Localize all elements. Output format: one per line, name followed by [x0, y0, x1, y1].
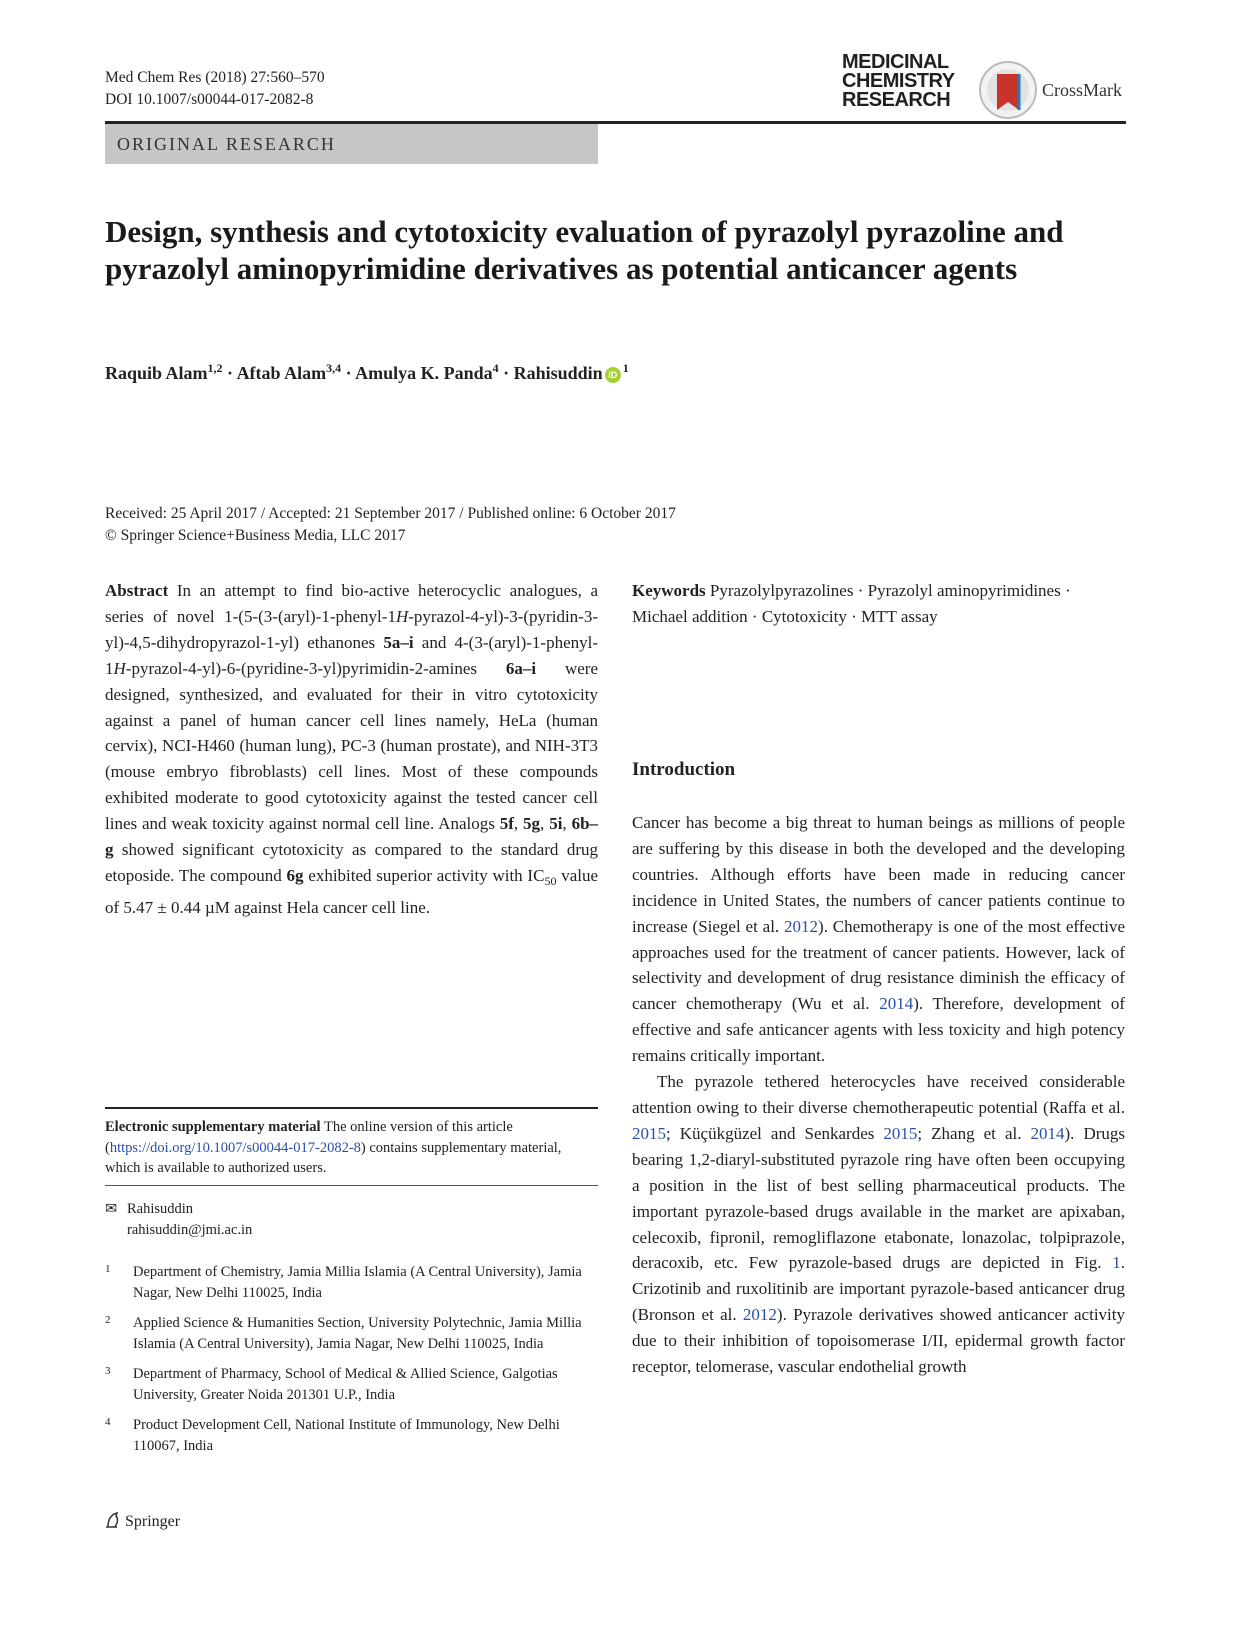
compound-ref: 5g — [523, 814, 541, 834]
doi-line: DOI 10.1007/s00044-017-2082-8 — [105, 91, 314, 108]
keyword: Pyrazolylpyrazolines — [709, 581, 854, 600]
affiliation-item: 3 Department of Pharmacy, School of Medical & Allied Science, Galgotias University, Greater Noida 201301 U.P., India — [105, 1365, 558, 1403]
author-name: Aftab Alam — [236, 363, 327, 383]
author-name: Rahisuddin — [513, 363, 603, 383]
author-list: Raquib Alam$^{1,2}$ · Aftab Alam$^{3,4}$ · Amulya K. Panda$^4$ · Rahisuddin iD $^1$ — [105, 361, 629, 383]
publisher-name: Springer — [125, 1513, 181, 1530]
crossmark-label[interactable]: CrossMark — [1042, 80, 1122, 100]
supplementary-note: Electronic supplementary material The online version of this article (https://doi.org/10.1007/s00044-017-2082-8) contains supplementary material, which is available to authorized users. — [105, 1119, 562, 1176]
copyright-notice: © Springer Science+Business Media, LLC 2017 — [105, 527, 406, 544]
citation-link[interactable]: 2014 — [1030, 1123, 1065, 1143]
footnote-rule — [105, 1107, 598, 1109]
introduction-body — [632, 810, 1125, 1380]
affiliation-item: 4 Product Development Cell, National Institute of Immunology, New Delhi 110067, India — [105, 1416, 560, 1454]
citation-link[interactable]: 2012 — [784, 916, 819, 936]
keywords-label: Keywords — [632, 581, 706, 600]
logo-line: MEDICINAL — [842, 51, 949, 73]
compound-ref: 6b–g — [105, 814, 599, 860]
author-name: Raquib Alam — [105, 363, 208, 383]
article-title: Design, synthesis and cytotoxicity evaluation of pyrazolyl pyrazoline and pyrazolyl aminopyrimidine derivatives as potential anticancer agents — [105, 214, 1064, 286]
affiliation-item: 1 Department of Chemistry, Jamia Millia Islamia (A Central University), Jamia Nagar, New Delhi 110025, India — [105, 1263, 582, 1301]
citation-line: Med Chem Res (2018) 27:560–570 — [105, 69, 325, 86]
citation-link[interactable]: 2015 — [632, 1123, 666, 1143]
logo-line: RESEARCH — [842, 89, 951, 111]
envelope-icon: ✉ — [105, 1201, 118, 1217]
author-affiliation-ref: 4 — [492, 361, 499, 375]
publication-dates — [105, 503, 676, 547]
compound-ref: 5f — [499, 814, 514, 834]
orcid-icon[interactable]: iD — [605, 367, 621, 383]
article-type-banner: ORIGINAL RESEARCH — [105, 124, 598, 164]
figure-link[interactable]: 1 — [1112, 1253, 1121, 1273]
keywords: Keywords Pyrazolylpyrazolines · Pyrazolyl aminopyrimidines · Michael addition · Cytotoxicity · MTT assay — [632, 581, 1071, 626]
keyword: Michael addition — [632, 606, 748, 626]
footnote-rule — [105, 1185, 598, 1186]
correspondence — [105, 1199, 252, 1240]
citation-link[interactable]: 2015 — [883, 1123, 918, 1143]
journal-citation — [105, 67, 325, 111]
corresponding-author: Rahisuddin — [127, 1201, 194, 1217]
citation-link[interactable]: 2014 — [879, 994, 914, 1014]
compound-ref: 6g — [286, 865, 304, 885]
esm-label: Electronic supplementary material — [105, 1119, 321, 1135]
crossmark-icon[interactable] — [978, 60, 1038, 120]
paragraph: Cancer has become a big threat to human beings as millions of people are suffering by this disease in both the developed and the developing countries. Although efforts have been made in reducing cancer incidence in United States, the numbers of cancer patients continue to increase (Siegel et al. 2012). Chemotherapy is one of the most effective approaches used for the treatment of cancer patients. However, lack of selectivity and development of drug resistance diminish the efficacy of cancer chemotherapy (Wu et al. 2014). Therefore, development of effective and safe anticancer agents with less toxicity and high potency remains critically important. — [632, 813, 1126, 1066]
publisher-footer — [105, 1511, 180, 1531]
section-heading: Introduction — [632, 759, 736, 780]
logo-line: CHEMISTRY — [842, 70, 955, 92]
author-affiliation-ref: 3,4 — [326, 361, 342, 375]
keyword: Cytotoxicity — [761, 606, 847, 626]
compound-ref: 5i — [549, 814, 563, 834]
history-dates: Received: 25 April 2017 / Accepted: 21 September 2017 / Published online: 6 October 2017 — [105, 505, 676, 522]
paragraph: The pyrazole tethered heterocycles have received considerable attention owing to their diverse chemotherapeutic potential (Raffa et al. 2015; Küçükgüzel and Senkardes 2015; Zhang et al. 2014). Drugs bearing 1,2-diaryl-substituted pyrazole ring have often been occupying a position in the list of best selling pharmaceutical products. The important pyrazole-based drugs available in the market are apixaban, celecoxib, fipronil, remogliflazone etabonate, lonazolac, tolpiprazole, deracoxib, etc. Few pyrazole-based drugs are depicted in Fig. 1. Crizotinib and ruxolitinib are important pyrazole-based anticancer drug (Bronson et al. 2012). Pyrazole derivatives showed anticancer activity due to their inhibition of topoisomerase I/II, epidermal growth factor receptor, telomerase, vascular endothelial growth — [632, 1072, 1126, 1377]
abstract: Abstract In an attempt to find bio-active heterocyclic analogues, a series of novel 1-(5-(3-(aryl)-1-phenyl-1H-pyrazol-4-yl)-3-(pyridin-3-yl)-4,5-dihydropyrazol-1-yl) ethanones 5a–i and 4-(3-(aryl)-1-phenyl-1H-pyrazol-4-yl)-6-(pyridine-3-yl)pyrimidin-2-amines 6a–i were designed, synthesized, and evaluated for their in vitro cytotoxicity against a panel of human cancer cell lines namely, HeLa (human cervix), NCI-H460 (human lung), PC-3 (human prostate), and NIH-3T3 (mouse embryo fibroblasts) cell lines. Most of these compounds exhibited moderate to good cytotoxicity against the tested cancer cell lines and weak toxicity against normal cell line. Analogs 5f, 5g, 5i, 6b–g showed significant cytotoxicity as compared to the standard drug etoposide. The compound 6g exhibited superior activity with $IC_{50}$ value of 5.47 ± 0.44 µM against Hela cancer cell line. — [105, 581, 599, 917]
author-name: Amulya K. Panda — [355, 363, 493, 383]
doi-link[interactable]: https://doi.org/10.1007/s00044-017-2082-8 — [109, 1139, 361, 1156]
journal-logo — [842, 53, 955, 110]
author-affiliation-ref: 1 — [622, 361, 629, 375]
springer-horse-icon — [105, 1511, 121, 1529]
compound-ref: 5a–i — [383, 632, 414, 652]
citation-link[interactable]: 2012 — [742, 1305, 777, 1325]
affiliation-item: 2 Applied Science & Humanities Section, University Polytechnic, Jamia Millia Islamia (A Central University), Jamia Nagar, New Delhi 110025, India — [105, 1314, 582, 1352]
compound-ref: 6a–i — [505, 658, 537, 678]
keyword: MTT assay — [861, 606, 938, 626]
affiliation-list — [105, 1262, 598, 1466]
author-affiliation-ref: 1,2 — [207, 361, 223, 375]
keyword: Pyrazolyl aminopyrimidines — [867, 581, 1061, 600]
author-email[interactable]: rahisuddin@jmi.ac.in — [127, 1221, 253, 1238]
abstract-label: Abstract — [105, 581, 169, 600]
